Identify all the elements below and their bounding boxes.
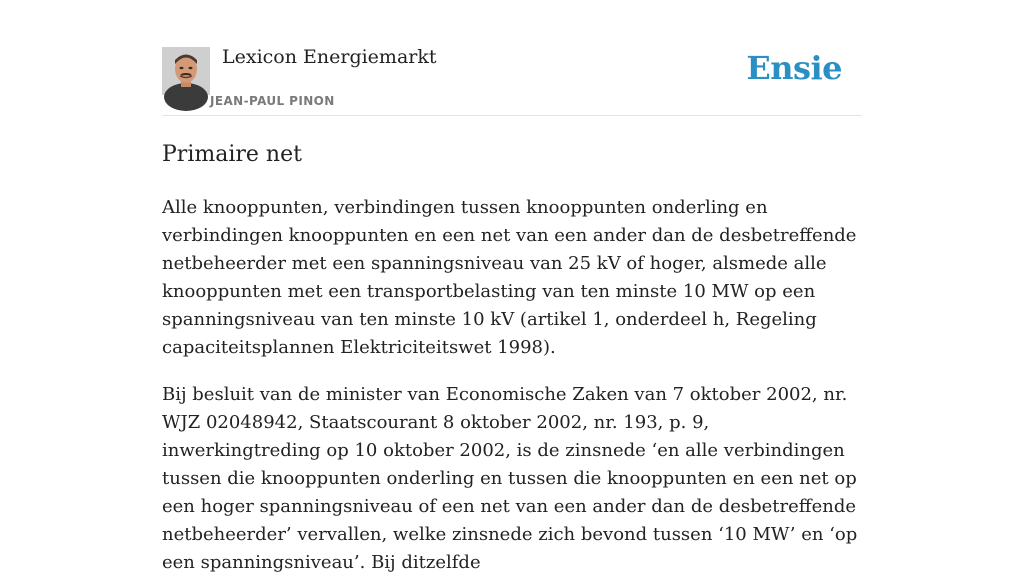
term-title: Primaire net xyxy=(162,142,302,167)
history-paragraph: Bij besluit van de minister van Economische Zaken van 7 oktober 2002, nr. WJZ 02048942, Staatscourant 8 oktober 2002, nr. 193, p. 9, inwerkingtreding op 10 oktober 2002, is de zinsnede ‘en alle verbindingen tussen die knooppunten onderling en tussen die knooppunten en een net op een hoger spanningsniveau of een net van een ander dan de desbetreffende netbeheerder’ vervallen, welke zinsnede zich bevond tussen ‘10 MW’ en ‘op een spanningsniveau’. Bij ditzelfde xyxy=(162,384,858,573)
lexicon-title[interactable]: Lexicon Energiemarkt xyxy=(222,46,437,68)
avatar-portrait-icon xyxy=(162,47,210,95)
ensie-logo[interactable]: Ensie xyxy=(746,49,842,87)
header xyxy=(162,0,862,116)
content-container xyxy=(162,0,862,577)
author-avatar[interactable] xyxy=(162,47,210,95)
definition-paragraph: Alle knooppunten, verbindingen tussen knooppunten onderling en verbindingen knooppunten en een net van een ander dan de desbetreffende netbeheerder met een spanningsniveau van 25 kV of hoger, alsmede alle knooppunten met een transportbelasting van ten minste 10 MW op een spanningsniveau van ten minste 10 kV (artikel 1, onderdeel h, Regeling capaciteitsplannen Elektriciteitswet 1998). xyxy=(162,197,857,358)
author-name[interactable]: JEAN-PAUL PINON xyxy=(210,94,335,108)
